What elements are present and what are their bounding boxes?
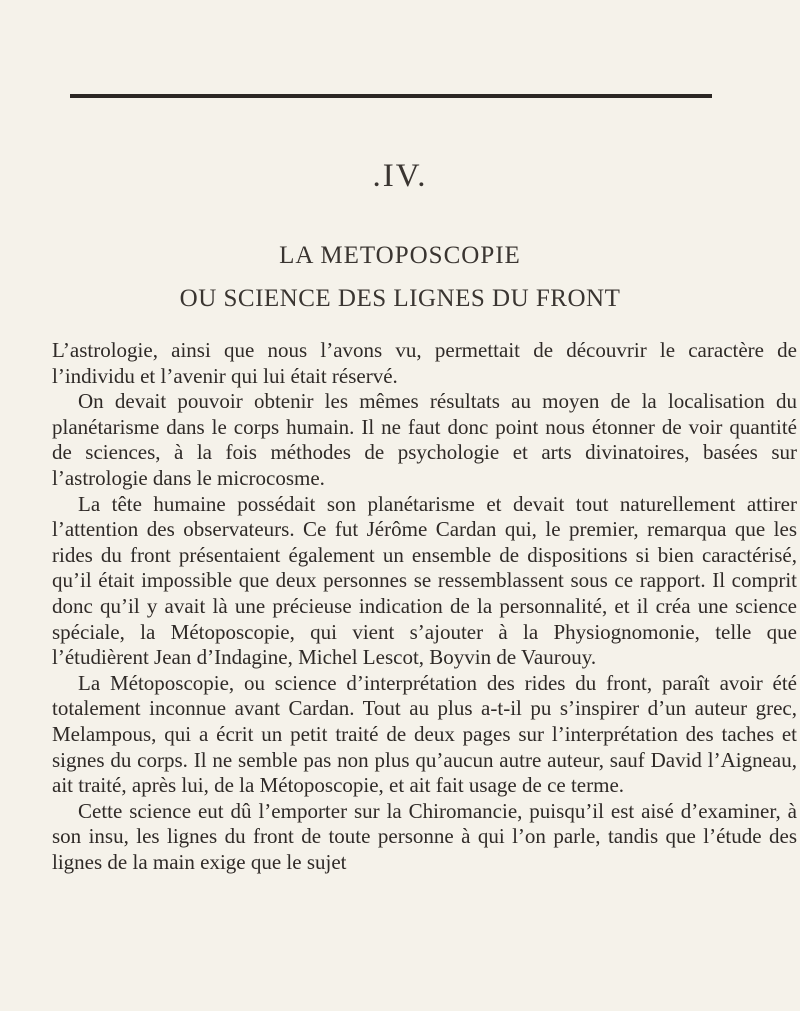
paragraph: On devait pouvoir obtenir les mêmes résultats au moyen de la localisation du planétarisme dans le corps humain. Il ne faut donc point nous étonner de voir quantité de sciences, à la fois méthodes de psychologie et arts divinatoires, basées sur l’astrologie dans le microcosme. <box>52 389 797 490</box>
paragraph: Cette science eut dû l’emporter sur la Chiromancie, puisqu’il est aisé d’examiner, à son insu, les lignes du front de toute personne à qui l’on parle, tandis que l’étude des lignes de la main exige que le sujet <box>52 798 797 874</box>
chapter-number: .IV. <box>372 158 428 194</box>
chapter-subtitle: OU SCIENCE DES LIGNES DU FRONT <box>179 285 621 312</box>
paragraph: La Métoposcopie, ou science d’interprétation des rides du front, paraît avoir été totalement inconnue avant Cardan. Tout au plus a-t-il pu s’inspirer d’un auteur grec, Melampous, qui a écrit un petit traité de deux pages sur l’interprétation des taches et signes du corps. Il ne semble pas non plus qu’aucun autre auteur, sauf David l’Aigneau, ait traité, après lui, de la Métoposcopie, et ait fait usage de ce terme. <box>52 670 797 798</box>
body-text <box>52 338 797 875</box>
top-rule <box>70 94 712 98</box>
paragraph: L’astrologie, ainsi que nous l’avons vu, permettait de découvrir le caractère de l’individu et l’avenir qui lui était réservé. <box>52 338 797 388</box>
paragraph: La tête humaine possédait son planétarisme et devait tout naturellement attirer l’attention des observateurs. Ce fut Jérôme Cardan qui, le premier, remarqua que les rides du front présentaient également un ensemble de dispositions si bien caractérisé, qu’il était impossible que deux personnes se ressemblassent sous ce rapport. Il comprit donc qu’il y avait là une précieuse indication de la personnalité, et il créa une science spéciale, la Métoposcopie, qui vient s’ajouter à la Physiognomonie, telle que l’étudièrent Jean d’Indagine, Michel Lescot, Boyvin de Vaurouy. <box>52 491 797 670</box>
chapter-title: LA METOPOSCOPIE <box>279 242 521 269</box>
